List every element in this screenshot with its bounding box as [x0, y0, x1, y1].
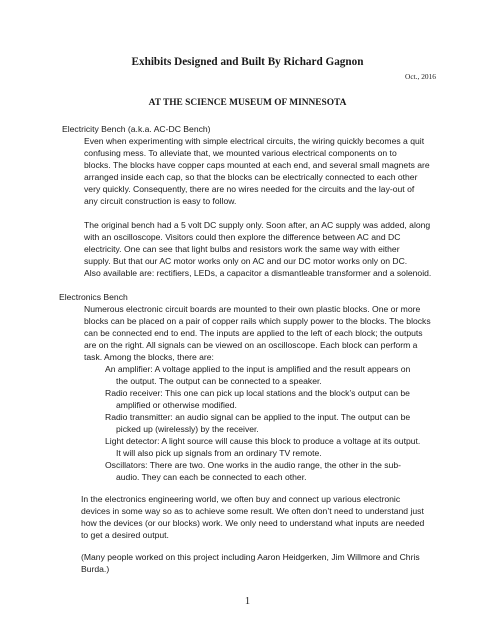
text-line: Even when experimenting with simple electrical circuits, the wiring quickly becomes a quit	[84, 136, 425, 146]
text-line: Burda.)	[81, 564, 110, 574]
text-line: Numerous electronic circuit boards are mounted to their own plastic blocks. One or more	[84, 304, 421, 314]
text-line: audio. They can each be connected to each other.	[116, 472, 307, 482]
paragraph-credits	[81, 551, 420, 575]
text-line: can be connected end to end. The inputs are applied to the left of each block; the outputs	[84, 328, 423, 338]
text-line: any circuit construction is easy to follow.	[84, 196, 237, 206]
text-line: blocks. The blocks have copper caps mounted at each end, and several small magnets are	[84, 160, 430, 170]
paragraph-electronics-closing	[81, 493, 424, 541]
section-heading-electricity-bench: Electricity Bench (a.k.a. AC-DC Bench)	[62, 124, 211, 134]
text-line: The original bench had a 5 volt DC supply only. Soon after, an AC supply was added, along	[84, 220, 431, 230]
list-item-radio-transmitter	[105, 411, 410, 435]
list-item-radio-receiver	[105, 387, 410, 411]
list-item-light-detector	[105, 435, 420, 459]
text-line: (Many people worked on this project including Aaron Heidgerken, Jim Willmore and Chris	[81, 552, 420, 562]
museum-heading: AT THE SCIENCE MUSEUM OF MINNESOTA	[148, 98, 347, 108]
document-title: Exhibits Designed and Built By Richard Gagnon	[131, 56, 364, 68]
paragraph-electricity-1	[84, 135, 430, 207]
paragraph-electronics-intro	[84, 303, 431, 363]
text-line: Oscillators: There are two. One works in the audio range, the other in the sub-	[105, 460, 402, 470]
text-line: It will also pick up signals from an ordinary TV remote.	[116, 448, 322, 458]
document-date: Oct., 2016	[405, 72, 436, 81]
text-line: devices in some way so as to achieve some result. We often don’t need to understand just	[81, 506, 424, 516]
text-line: how the devices (or our blocks) work. We only need to understand what inputs are needed	[81, 518, 425, 528]
text-line: to get a desired output.	[81, 530, 169, 540]
text-line: Light detector: A light source will cause this block to produce a voltage at its output.	[105, 436, 421, 446]
text-line: confusing mess. To alleviate that, we mounted various electrical components on to	[84, 148, 397, 158]
text-line: An amplifier: A voltage applied to the input is amplified and the result appears on	[105, 364, 411, 374]
text-line: Radio transmitter: an audio signal can be applied to the input. The output can be	[105, 412, 411, 422]
text-line: Radio receiver: This one can pick up local stations and the block’s output can be	[105, 388, 410, 398]
text-line: task. Among the blocks, there are:	[84, 352, 214, 362]
section-heading-electronics-bench: Electronics Bench	[59, 292, 128, 302]
text-line: supply. But that our AC motor works only on AC and our DC motor works only on DC.	[84, 256, 408, 266]
text-line: In the electronics engineering world, we often buy and connect up various electronic	[81, 494, 401, 504]
text-line: blocks can be placed on a pair of copper rails which supply power to the blocks. The blocks	[84, 316, 431, 326]
text-line: very quickly. Consequently, there are no wires needed for the circuits and the lay-out of	[84, 184, 415, 194]
text-line: the output. The output can be connected to a speaker.	[116, 376, 322, 386]
text-line: are on the right. All signals can be viewed on an oscilloscope. Each block can perform a	[84, 340, 418, 350]
text-line: arranged inside each cap, so that the blocks can be electrically connected to each other	[84, 172, 418, 182]
list-item-amplifier	[105, 363, 410, 387]
list-item-oscillators	[105, 459, 401, 483]
text-line: with an oscilloscope. Visitors could then explore the difference between AC and DC	[84, 232, 401, 242]
text-line: Also available are: rectifiers, LEDs, a capacitor a dismantleable transformer and a solenoid.	[84, 268, 432, 278]
text-line: electricity. One can see that light bulbs and resistors work the same way with either	[84, 244, 400, 254]
page-number: 1	[244, 596, 251, 607]
text-line: picked up (wirelessly) by the receiver.	[116, 424, 259, 434]
paragraph-electricity-2	[84, 219, 431, 279]
text-line: amplified or otherwise modified.	[116, 400, 237, 410]
